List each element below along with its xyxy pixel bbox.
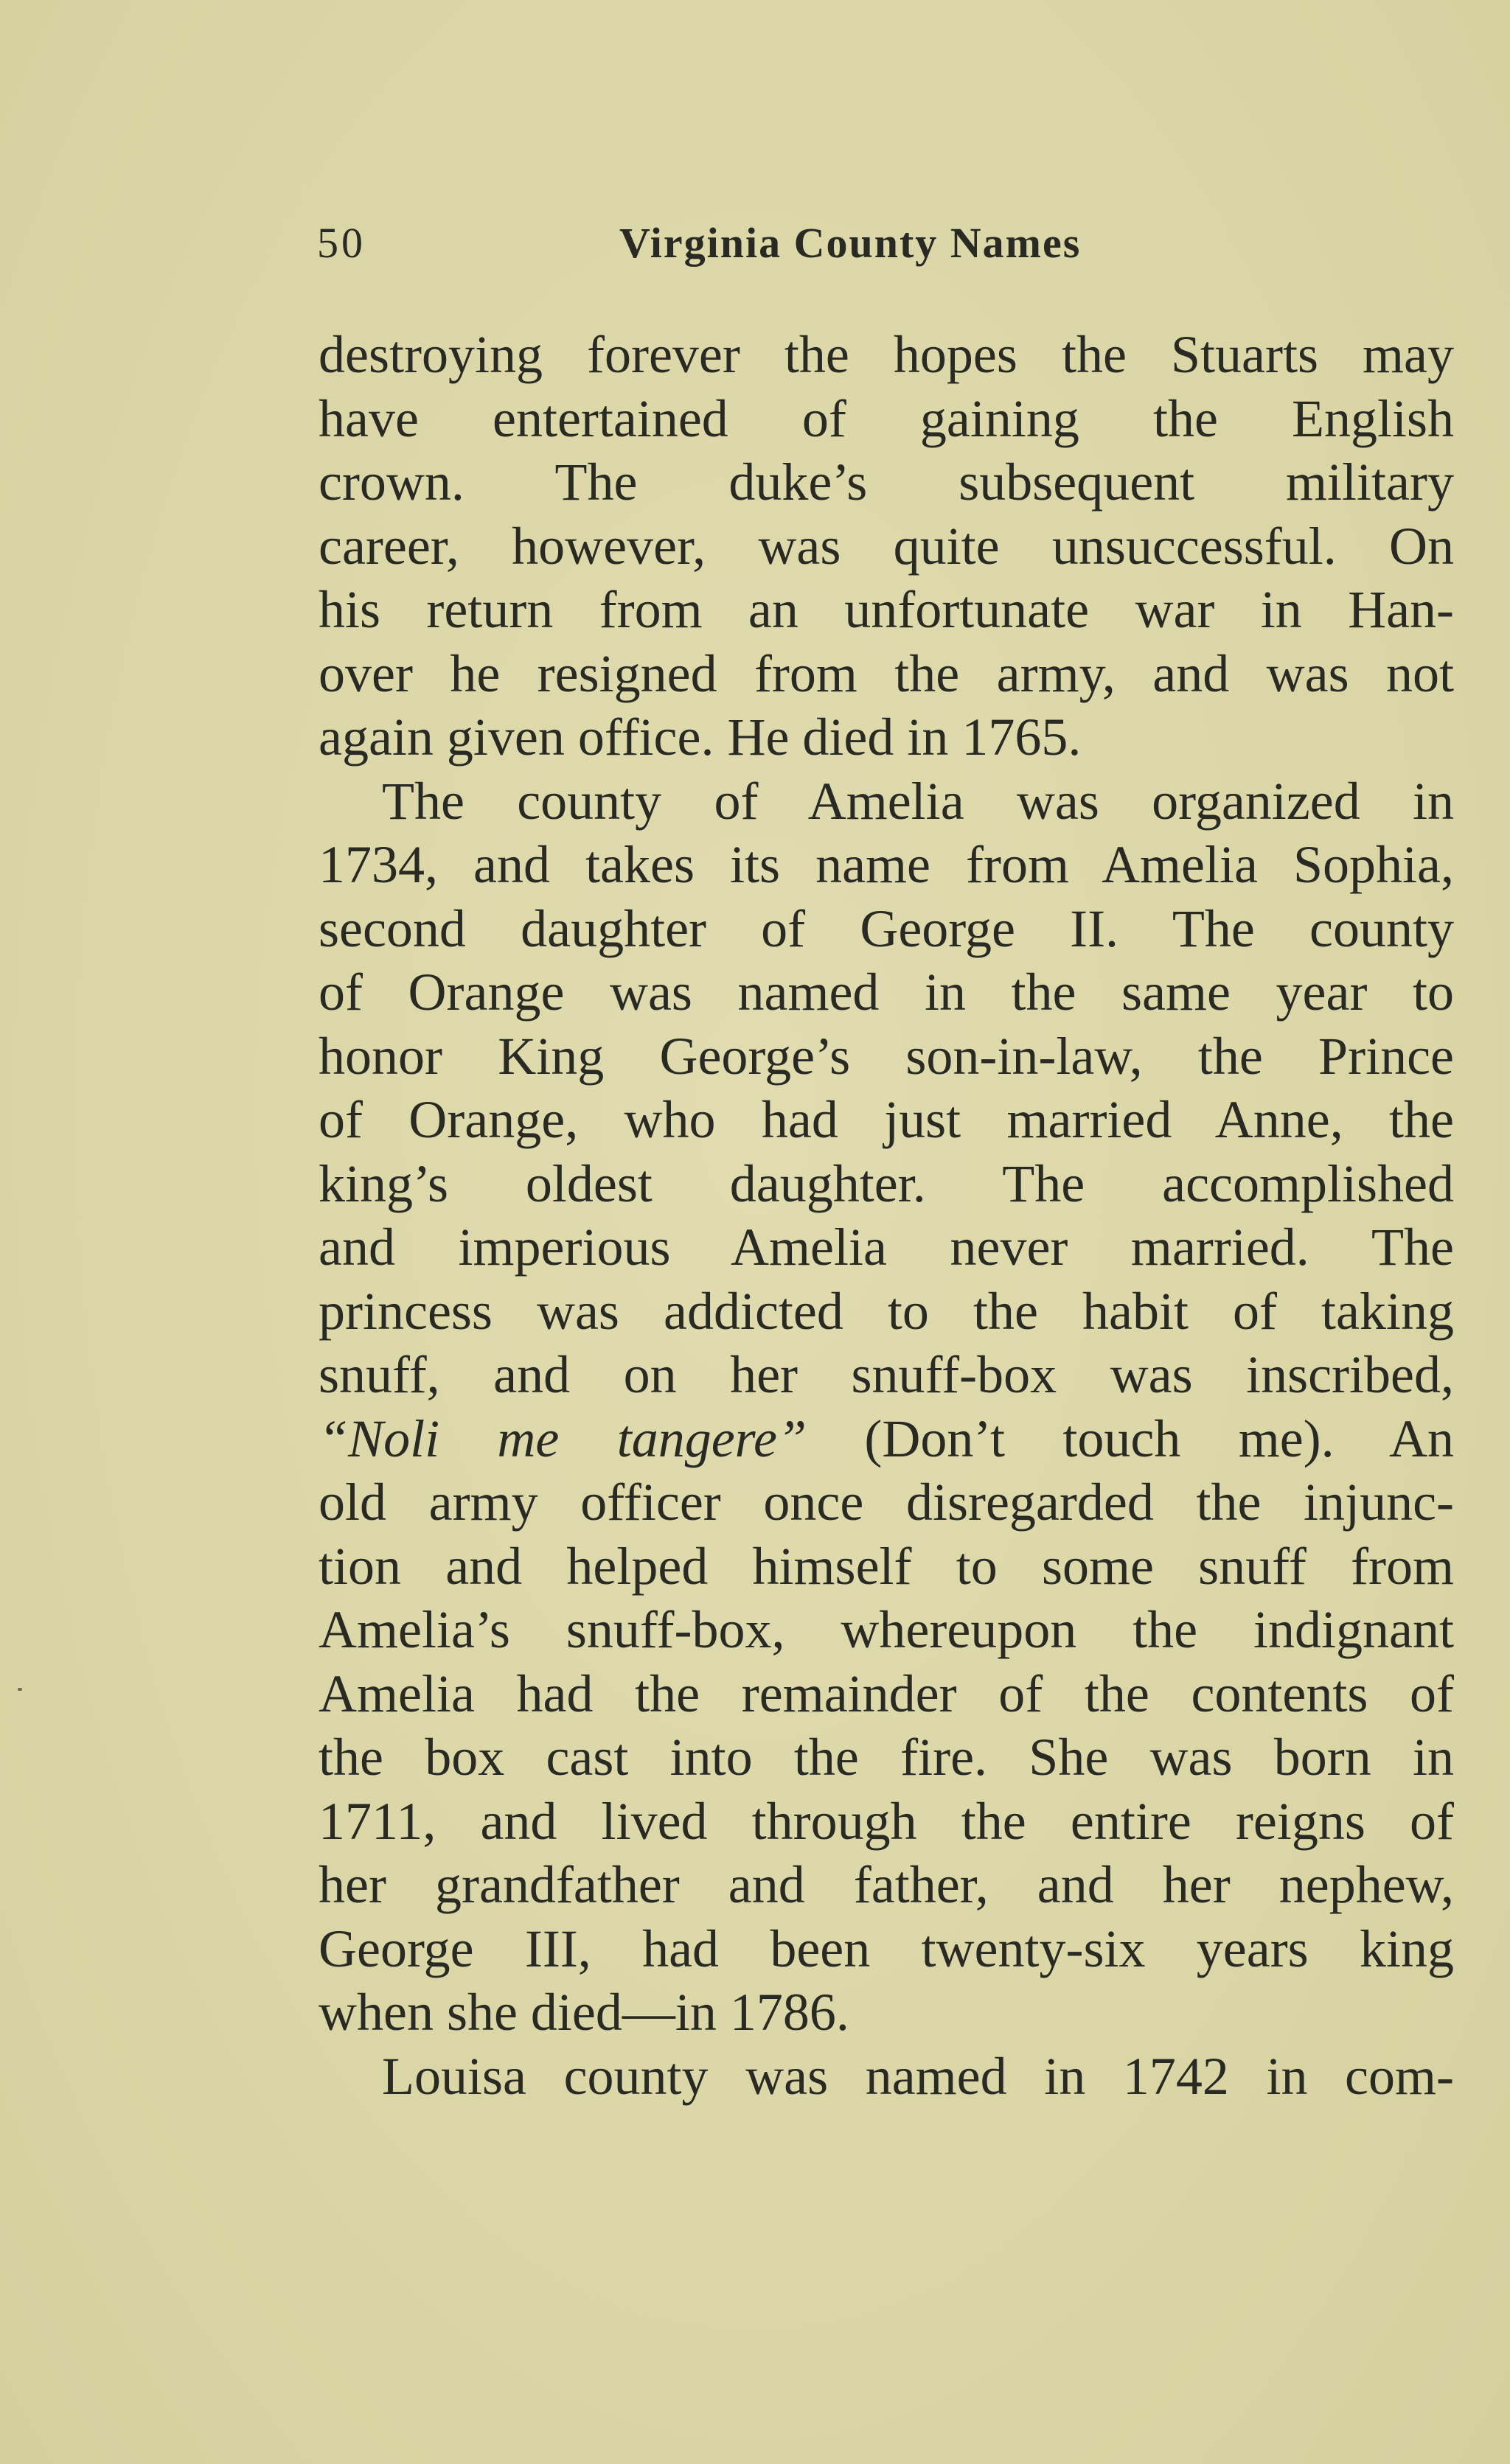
- text-line: snuff, and on her snuff-box was inscribed,: [319, 1345, 1454, 1404]
- page-header: [317, 214, 1467, 273]
- text-line: second daughter of George II. The county: [319, 898, 1454, 958]
- text-line: crown. The duke’s subsequent military: [319, 453, 1454, 512]
- text-line: Louisa county was named in 1742 in com-: [382, 2046, 1454, 2106]
- text-line: The county of Amelia was organized in: [382, 771, 1454, 831]
- text-line: king’s oldest daughter. The accomplished: [319, 1154, 1454, 1213]
- text-line: tion and helped himself to some snuff from: [319, 1536, 1454, 1596]
- text-line: the box cast into the fire. She was born in: [319, 1728, 1454, 1787]
- text-line: his return from an unfortunate war in Han-: [319, 580, 1454, 639]
- text-line: when she died—in 1786.: [319, 1983, 849, 2042]
- text-fragment: (Don’t touch me). An: [864, 1409, 1455, 1468]
- text-line: princess was addicted to the habit of taking: [319, 1281, 1454, 1341]
- text-line-with-italic: [319, 1407, 1454, 1471]
- running-title: Virginia County Names: [619, 219, 1082, 267]
- body-text: [319, 323, 1454, 2108]
- text-line: old army officer once disregarded the injunc-: [319, 1473, 1454, 1532]
- scan-speck: [18, 1688, 22, 1691]
- text-line: her grandfather and father, and her nephew,: [319, 1855, 1454, 1914]
- text-line: George III, had been twenty-six years king: [319, 1919, 1454, 1978]
- text-line: Amelia had the remainder of the contents of: [319, 1664, 1454, 1723]
- text-line: destroying forever the hopes the Stuarts may: [319, 325, 1454, 384]
- text-line: have entertained of gaining the English: [319, 388, 1454, 448]
- text-line: Amelia’s snuff-box, whereupon the indignant: [319, 1600, 1454, 1659]
- text-line: 1711, and lived through the entire reigns of: [319, 1791, 1454, 1851]
- text-line: of Orange was named in the same year to: [319, 963, 1454, 1022]
- text-line: again given office. He died in 1765.: [319, 708, 1082, 767]
- page-number: 50: [317, 219, 366, 267]
- text-line: and imperious Amelia never married. The: [319, 1218, 1454, 1277]
- text-line: honor King George’s son-in-law, the Prince: [319, 1026, 1454, 1086]
- text-line: of Orange, who had just married Anne, the: [319, 1090, 1454, 1149]
- text-line: 1734, and takes its name from Amelia Sophia,: [319, 835, 1454, 894]
- text-line: career, however, was quite unsuccessful. On: [319, 516, 1454, 576]
- latin-motto: “Noli me tangere”: [319, 1409, 807, 1468]
- text-line: over he resigned from the army, and was not: [319, 643, 1454, 703]
